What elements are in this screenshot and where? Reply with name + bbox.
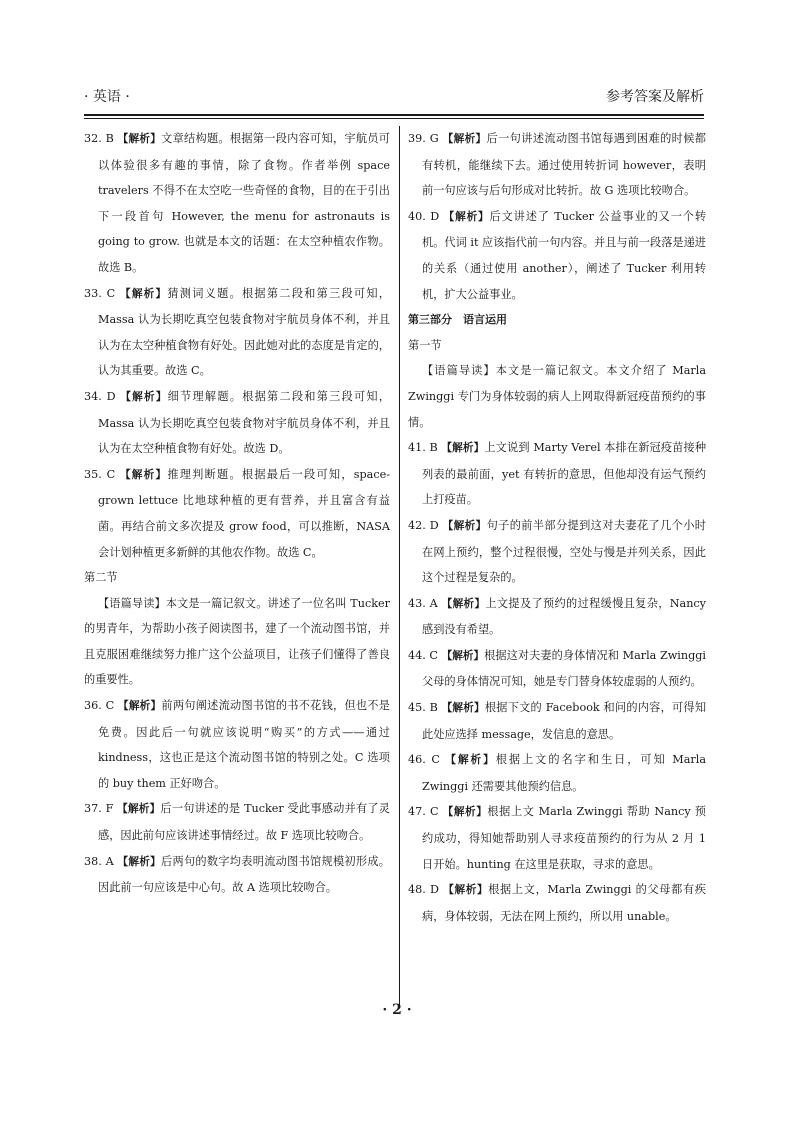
analysis-text: 前两句阐述流动图书馆的书不花钱，但也不是免费。因此后一句就应该说明“购买”的方式——通过 kindness，这也正是这个流动图书馆的特别之处。C 选项的 buy them 正好吻合。 xyxy=(98,699,390,790)
answer-item xyxy=(408,799,706,877)
answer-number: 48. D xyxy=(408,883,439,897)
analysis-text: 后文讲述了 Tucker 公益事业的又一个转机。代词 it 应该指代前一句内容。并且与前一段落是递进的关系（通过使用 another），阐述了 Tucker 利用转机，扩大公益事业。 xyxy=(422,209,707,301)
left-column xyxy=(84,126,390,901)
answer-number: 38. A xyxy=(84,854,114,868)
answer-number: 33. C xyxy=(84,286,116,300)
answer-item xyxy=(408,204,706,307)
analysis-text: 根据这对夫妻的身体情况和 Marla Zwinggi 父母的身体情况可知，她是专门替身体较虚弱的人预约。 xyxy=(422,648,706,689)
analysis-tag: 【解析】 xyxy=(442,133,487,145)
answer-item xyxy=(84,462,390,565)
subject-label: · 英语 · xyxy=(84,89,130,105)
answer-number: 39. G xyxy=(408,132,439,145)
analysis-text: 句子的前半部分提到这对夫妻花了几个小时在网上预约，整个过程很慢，空处与慢是并列关系，因此这个过程是复杂的。 xyxy=(422,518,706,585)
answer-item xyxy=(84,796,390,848)
analysis-tag: 【解析】 xyxy=(117,855,162,868)
header-title: 参考答案及解析 xyxy=(606,89,704,105)
answer-number: 41. B xyxy=(408,441,438,455)
analysis-text: 后一句讲述流动图书馆每遇到困难的时候都有转机，能继续下去。通过使用转折词 however，表明前一句应该与后句形成对比转折。故 G 选项比较吻合。 xyxy=(422,132,706,198)
answer-item xyxy=(408,695,706,747)
right-column xyxy=(408,126,706,929)
subsection-heading: 第二节 xyxy=(84,571,118,585)
answer-number: 40. D xyxy=(408,209,440,223)
analysis-text: 上文说到 Marty Verel 本排在新冠疫苗接种列表的最前面，yet 有转折的意思，但他却没有运气预约上打疫苗。 xyxy=(422,441,707,507)
analysis-tag: 【解析】 xyxy=(441,597,486,610)
analysis-tag: 【解析】 xyxy=(119,287,168,300)
answer-item xyxy=(408,435,706,513)
analysis-tag: 【解析】 xyxy=(443,884,489,897)
answer-item xyxy=(84,126,390,281)
analysis-text: 后一句讲述的是 Tucker 受此事感动并有了灵感，因此前句应该讲述事情经过。故 F 选项比较吻合。 xyxy=(98,802,390,843)
answer-item xyxy=(408,747,706,799)
analysis-tag: 【解析】 xyxy=(442,519,487,532)
answer-number: 45. B xyxy=(408,701,438,715)
analysis-text: 后两句的数字均表明流动图书馆规模初形成。因此前一句应该是中心句。故 A 选项比较吻合。 xyxy=(98,854,390,895)
passage-intro: 【语篇导读】本文是一篇记叙文。讲述了一位名叫 Tucker 的男青年，为帮助小孩子阅读图书，建了一个流动图书馆，并且克服困难继续努力推广这个公益项目，让孩子们懂得了善良的重要性。 xyxy=(84,596,390,687)
answer-number: 44. C xyxy=(408,648,438,662)
analysis-text: 推理判断题。根据最后一段可知，space-grown lettuce 比地球种植的更有营养，并且富含有益菌。再结合前文多次提及 grow food，可以推断，NASA 会计划种植更多新鲜的其他农作物。故选 C。 xyxy=(98,467,390,559)
analysis-tag: 【解析】 xyxy=(120,390,168,403)
answer-item xyxy=(408,591,706,643)
page-header xyxy=(84,86,704,112)
analysis-text: 根据下文的 Facebook 和问的内容，可得知此处应选择 message，发信息的意思。 xyxy=(422,701,707,741)
answer-number: 42. D xyxy=(408,518,439,532)
page-number: · 2 · xyxy=(382,1002,412,1018)
answer-number: 35. C xyxy=(84,467,116,481)
analysis-text: 细节理解题。根据第二段和第三段可知，Massa 认为长期吃真空包装食物对宇航员身体不利，并且认为在太空种植食物有好处。故选 D。 xyxy=(98,389,390,456)
analysis-text: 猜测词义题。根据第二段和第三段可知，Massa 认为长期吃真空包装食物对宇航员身体不利，并且认为在太空种植食物有好处。因此她对此的态度是肯定的，认为其重要。故选 C。 xyxy=(98,286,390,378)
answer-number: 43. A xyxy=(408,596,438,610)
analysis-tag: 【解析】 xyxy=(117,700,162,713)
answer-number: 37. F xyxy=(84,802,114,816)
answer-number: 34. D xyxy=(84,389,116,403)
answer-number: 46. C xyxy=(408,753,440,767)
analysis-text: 上文提及了预约的过程缓慢且复杂，Nancy 感到没有希望。 xyxy=(422,596,706,637)
analysis-tag: 【解析】 xyxy=(119,468,168,481)
answer-number: 47. C xyxy=(408,805,439,819)
answer-item xyxy=(408,643,706,695)
analysis-tag: 【解析】 xyxy=(443,210,490,223)
analysis-tag: 【解析】 xyxy=(441,702,485,715)
header-rule-thin xyxy=(84,118,704,119)
analysis-text: 根据上文，Marla Zwinggi 的父母都有疾病，身体较弱，无法在网上预约，所以用 unable。 xyxy=(422,883,706,923)
subsection-heading: 第一节 xyxy=(408,338,442,352)
analysis-tag: 【解析】 xyxy=(445,754,496,767)
passage-intro: 【语篇导读】本文是一篇记叙文。本文介绍了 Marla Zwinggi 专门为身体较弱的病人上网取得新冠疫苗预约的事情。 xyxy=(408,364,706,429)
answer-number: 36. C xyxy=(84,699,115,713)
answer-item xyxy=(84,849,390,901)
analysis-text: 根据上文的名字和生日，可知 Marla Zwinggi 还需要其他预约信息。 xyxy=(422,753,706,793)
answer-number: 32. B xyxy=(84,132,114,145)
answer-item xyxy=(84,384,390,462)
answer-item xyxy=(408,513,706,591)
analysis-tag: 【解析】 xyxy=(441,442,485,455)
analysis-tag: 【解析】 xyxy=(117,803,161,816)
analysis-tag: 【解析】 xyxy=(442,806,488,819)
answer-item xyxy=(84,281,390,384)
analysis-tag: 【解析】 xyxy=(441,649,485,662)
column-divider xyxy=(399,126,400,1006)
analysis-text: 文章结构题。根据第一段内容可知，宇航员可以体验很多有趣的事情，除了食物。作者举例 space travelers 不得不在太空吃一些奇怪的食物，目的在于引出下一段首句 However, the menu for astronauts is going to grow. 也就是本文的话题：在太空种植农作物。故选 B。 xyxy=(98,132,390,274)
header-rule-thick xyxy=(84,114,704,116)
analysis-tag: 【解析】 xyxy=(117,133,162,145)
analysis-text: 根据上文 Marla Zwinggi 帮助 Nancy 预约成功，得知她帮助别人寻求疫苗预约的行为从 2 月 1 日开始。hunting 在这里是获取，寻求的意思。 xyxy=(422,805,706,871)
answer-item xyxy=(408,126,706,204)
answer-item xyxy=(408,877,706,929)
answer-item xyxy=(84,693,390,796)
section-heading: 第三部分 语言运用 xyxy=(408,313,507,327)
